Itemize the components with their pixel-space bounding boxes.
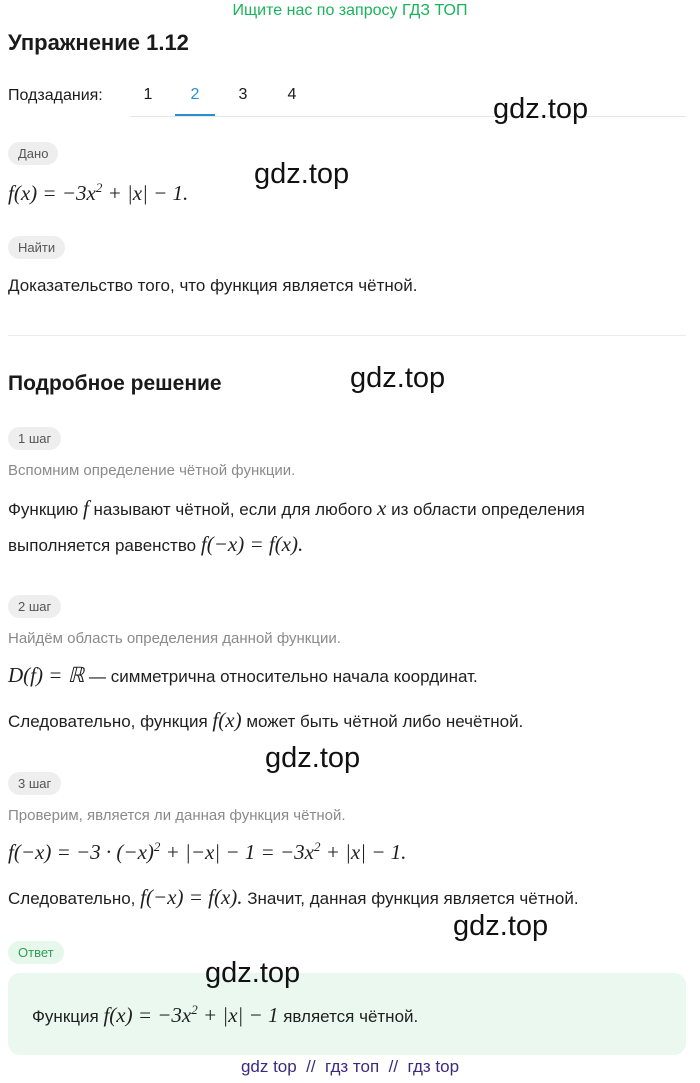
active-tab-indicator (175, 114, 215, 116)
step-1-badge: 1 шаг (8, 427, 61, 450)
watermark: gdz.top (493, 93, 589, 125)
subtask-tabs (130, 86, 686, 117)
answer-formula: $f(x) = -3x^2 + |x| - 1$ (103, 1002, 279, 1027)
tab-subtask-4[interactable]: 4 (287, 86, 297, 103)
step-1-line-1: Функцию f называют чётной, если для любого x из области определения (8, 496, 585, 520)
watermark: gdz.top (254, 158, 350, 190)
step-3-line-2: Следовательно, f(−x) = f(x). Значит, данная функция является чётной. (8, 885, 579, 909)
step-3-formula: $f(-x) = -3 \cdot (-x)^2 + |-x| - 1 = -3x^2 + |x| - 1$. (8, 839, 407, 864)
step-2-line-1: D(f) = ℝ — симметрична относительно начала координат. (8, 663, 478, 687)
subtasks-label: Подзадания: (8, 87, 103, 104)
step-2-hint: Найдём область определения данной функции. (8, 630, 341, 647)
tab-subtask-2[interactable]: 2 (190, 86, 200, 103)
watermark: gdz.top (350, 362, 446, 394)
watermark: gdz.top (265, 742, 361, 774)
watermark: gdz.top (453, 910, 549, 942)
step-2-line-2: Следовательно, функция f(x) может быть чётной либо нечётной. (8, 708, 524, 732)
answer-badge: Ответ (8, 941, 64, 964)
given-badge: Дано (8, 142, 58, 165)
tab-subtask-1[interactable]: 1 (143, 86, 153, 103)
solution-title: Подробное решение (8, 372, 222, 395)
tab-subtask-3[interactable]: 3 (238, 86, 248, 103)
given-formula: $f(x) = -3x^2 + |x| - 1$. (8, 180, 189, 205)
answer-text: Функция $f(x) = -3x^2 + |x| - 1$ является чётной. (32, 1002, 419, 1027)
find-text: Доказательство того, что функция является чётной. (8, 276, 418, 295)
step-1-hint: Вспомним определение чётной функции. (8, 462, 296, 479)
footer-links[interactable]: gdz top // гдз топ // гдз top (240, 1057, 460, 1076)
step-3-badge: 3 шаг (8, 772, 61, 795)
watermark: gdz.top (205, 957, 301, 989)
step-3-hint: Проверим, является ли данная функция чётной. (8, 807, 346, 824)
page-title: Упражнение 1.12 (8, 30, 189, 55)
find-badge: Найти (8, 236, 65, 259)
step-2-badge: 2 шаг (8, 595, 61, 618)
promo-banner[interactable]: Ищите нас по запросу ГДЗ ТОП (232, 2, 468, 19)
step-1-line-2: выполняется равенство f(−x) = f(x). (8, 532, 304, 556)
section-divider (8, 335, 686, 336)
